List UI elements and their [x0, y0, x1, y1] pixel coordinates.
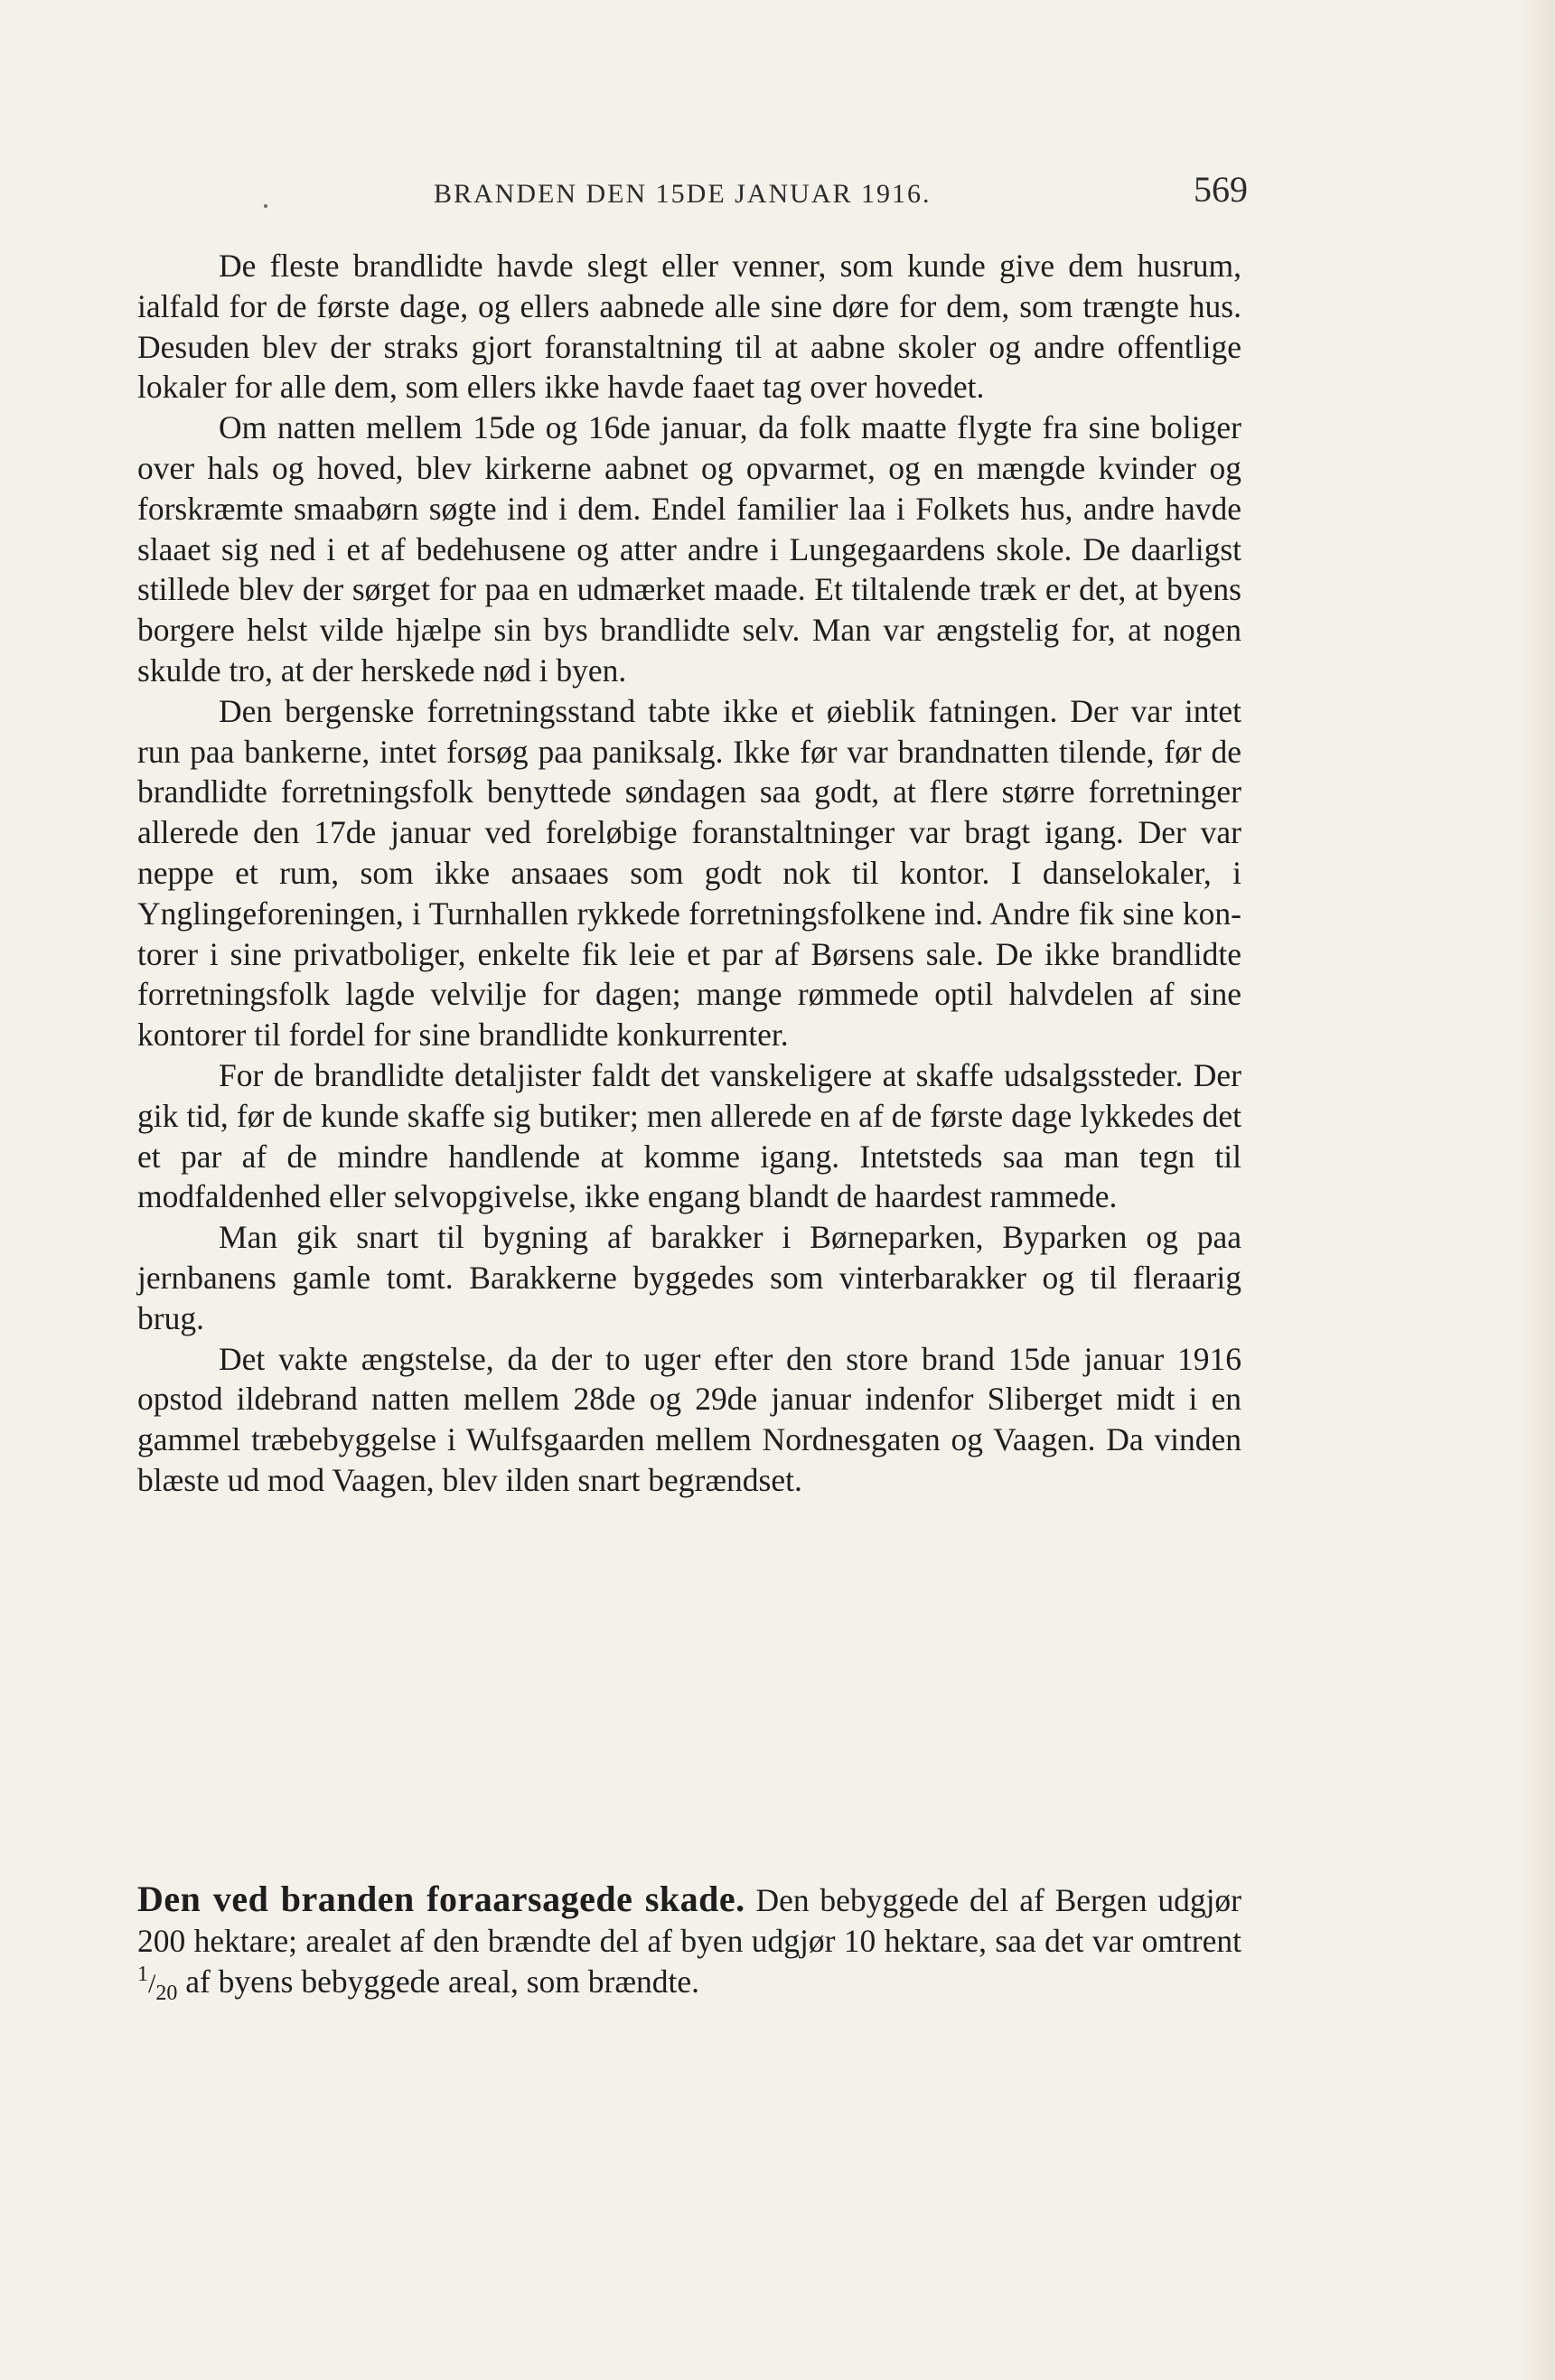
- section-paragraph: [137, 1879, 1241, 2004]
- paragraph: Den bergenske forretningsstand tabte ikke et øieblik fatningen. Der var intet run paa bankerne, intet forsøg paa paniksalg. Ikke før var brandnatten tilende, før de brandlidte forretningsfolk benyttede søndagen saa godt, at flere større forretninger allerede den 17de januar ved foreløbige foranstaltninger var bragt igang. Der var neppe et rum, som ikke ansaaes som godt nok til kontor. I danselokaler, i Ynglingeforeningen, i Turnhallen rykkede forretningsfolkene ind. Andre fik sine kontorer i sine privatboliger, enkelte fik leie et par af Børsens sale. De ikke brandlidte forretningsfolk lagde velvilje for dagen; mange rømmede optil halvdelen af sine kontorer til fordel for sine brandlidte konkurrenter.: [137, 692, 1241, 1054]
- paragraph: De fleste brandlidte havde slegt eller venner, som kunde give dem husrum, ialfald for de første dage, og ellers aabnede alle sine døre for dem, som trængte hus. Desuden blev der straks gjort foranstaltning til at aabne skoler og andre offentlige lokaler for alle dem, som ellers ikke havde faaet tag over hovedet.: [137, 248, 1241, 406]
- body-text: [137, 246, 1241, 1501]
- section-heading: Den ved branden foraarsagede skade.: [137, 1879, 745, 1919]
- print-speck: [264, 204, 267, 208]
- page-number: 569: [1194, 169, 1248, 210]
- fraction-denominator: 20: [155, 1981, 178, 2005]
- paragraph: Om natten mellem 15de og 16de januar, da folk maatte flygte fra sine boliger over hals og hoved, blev kirkerne aabnet og opvarmet, og en mængde kvinder og forskræmte smaabørn søgte ind i dem. Endel familier laa i Folkets hus, andre havde slaaet sig ned i et af bedehusene og atter andre i Lungegaardens skole. De daarligst stillede blev der sørget for paa en udmærket maade. Et tiltalende træk er det, at byens borgere helst vilde hjælpe sin bys brandlidte selv. Man var ængstelig for, at nogen skulde tro, at der herskede nød i byen.: [137, 409, 1241, 689]
- paragraph: Det vakte ængstelse, da der to uger efter den store brand 15de januar 1916 opstod ildebrand natten mellem 28de og 29de januar indenfor Sliberget midt i en gammel træbebyggelse i Wulfsgaarden mellem Nordnesgaten og Vaagen. Da vinden blæste ud mod Vaagen, blev ilden snart begrændset.: [137, 1340, 1241, 1498]
- section-text-before-fraction: Den bebyggede del af Bergen udgjør 200 hektare; arealet af den brændte del af byen udgjør 10 hektare, saa det var omtrent: [137, 1882, 1242, 1959]
- paragraph: Man gik snart til bygning af barakker i Børneparken, Byparken og paa jernbanens gamle tomt. Barakkerne byggedes som vinterbarakker og til fleraarig brug.: [137, 1219, 1241, 1336]
- section-text-after-fraction: af byens bebyggede areal, som brændte.: [185, 1963, 700, 2000]
- paragraph: For de brandlidte detaljister faldt det vanskeligere at skaffe udsalgssteder. Der gik tid, før de kunde skaffe sig butiker; men allerede en af de første dage lykkedes det et par af de mindre handlende at komme igang. Intetsteds saa man tegn til modfaldenhed eller selvopgivelse, ikke engang blandt de haardest rammede.: [137, 1056, 1241, 1215]
- damage-section: [137, 1879, 1241, 2004]
- fraction-numerator: 1: [137, 1962, 148, 1986]
- running-head: BRANDEN DEN 15DE JANUAR 1916.: [434, 179, 932, 209]
- scan-edge-shading: [1519, 0, 1555, 2380]
- fraction-slash: /: [148, 1968, 156, 1999]
